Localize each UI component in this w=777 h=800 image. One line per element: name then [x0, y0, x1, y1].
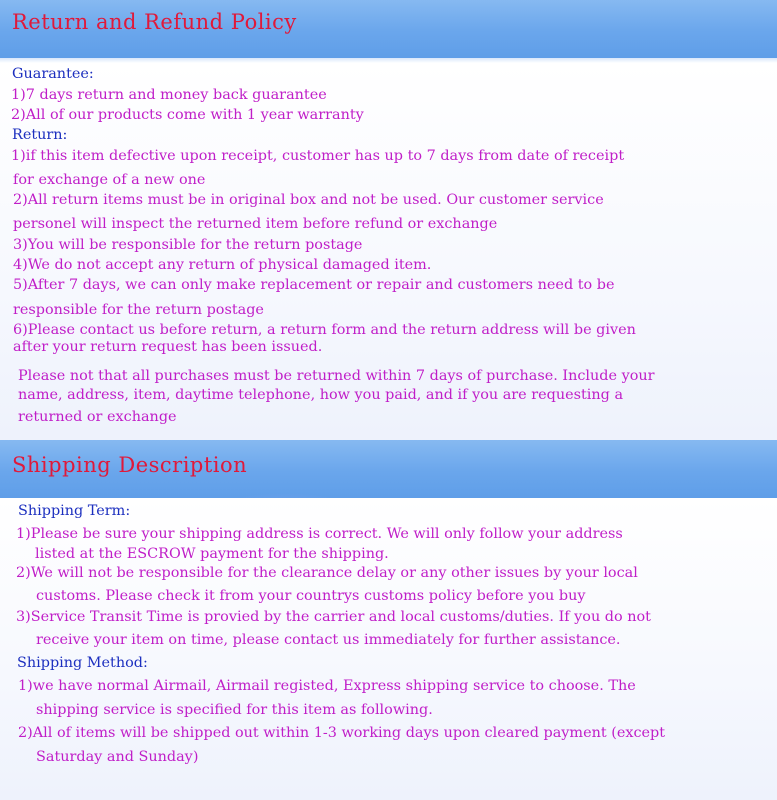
return-note-line: returned or exchange — [18, 409, 177, 425]
return-policy-body — [0, 63, 777, 440]
return-note-line: Please not that all purchases must be returned within 7 days of purchase. Include your — [18, 368, 655, 384]
guarantee-item: 2)All of our products come with 1 year warranty — [11, 107, 364, 123]
shipping-term-line: 1)Please be sure your shipping address is correct. We will only follow your address — [16, 526, 623, 542]
shipping-method-line: 2)All of items will be shipped out within 1-3 working days upon cleared payment (except — [18, 725, 666, 741]
return-line: personel will inspect the returned item before refund or exchange — [13, 216, 498, 232]
shipping-term-line: 2)We will not be responsible for the clearance delay or any other issues by your local — [16, 565, 638, 581]
shipping-term-line: 3)Service Transit Time is provied by the carrier and local customs/duties. If you do not — [16, 609, 651, 625]
return-label: Return: — [12, 127, 68, 143]
return-line: 5)After 7 days, we can only make replacement or repair and customers need to be — [13, 277, 615, 293]
shipping-method-line: shipping service is specified for this item as following. — [36, 702, 433, 718]
return-line: responsible for the return postage — [13, 302, 264, 318]
shipping-term-line: listed at the ESCROW payment for the shipping. — [35, 546, 389, 562]
shipping-term-label: Shipping Term: — [18, 503, 131, 519]
shipping-method-label: Shipping Method: — [17, 655, 148, 671]
guarantee-item: 1)7 days return and money back guarantee — [11, 87, 327, 103]
shipping-term-line: receive your item on time, please contact us immediately for further assistance. — [36, 632, 621, 648]
return-line: for exchange of a new one — [13, 172, 206, 188]
guarantee-label: Guarantee: — [12, 66, 94, 82]
return-policy-header — [0, 0, 777, 58]
return-note-line: name, address, item, daytime telephone, how you paid, and if you are requesting a — [18, 387, 624, 403]
return-line: 2)All return items must be in original box and not be used. Our customer service — [13, 192, 604, 208]
return-line: 3)You will be responsible for the return postage — [13, 237, 363, 253]
return-line: 4)We do not accept any return of physical damaged item. — [13, 257, 432, 273]
shipping-header — [0, 440, 777, 498]
shipping-method-line: 1)we have normal Airmail, Airmail registed, Express shipping service to choose. The — [18, 678, 636, 694]
shipping-term-line: customs. Please check it from your countrys customs policy before you buy — [36, 588, 586, 604]
shipping-title: Shipping Description — [12, 453, 248, 477]
return-policy-title: Return and Refund Policy — [12, 10, 297, 34]
return-line: 6)Please contact us before return, a return form and the return address will be given — [13, 322, 636, 338]
shipping-body — [0, 498, 777, 800]
shipping-method-line: Saturday and Sunday) — [36, 749, 199, 765]
return-line: 1)if this item defective upon receipt, customer has up to 7 days from date of receipt — [11, 148, 625, 164]
return-line: after your return request has been issued. — [13, 339, 323, 355]
